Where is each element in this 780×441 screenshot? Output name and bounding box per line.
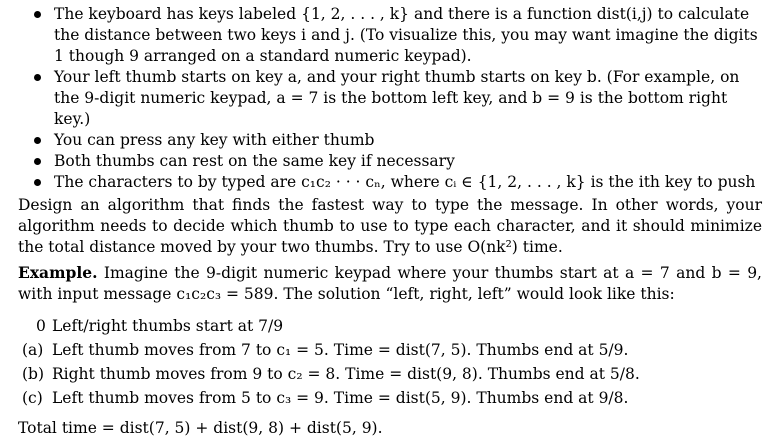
total-time-line: Total time = dist(7, 5) + dist(9, 8) + dist(5, 9).	[18, 419, 383, 437]
bullet-icon	[34, 11, 41, 18]
bullet-text: Your left thumb starts on key a, and your right thumb starts on key b. (For example, on the 9-digit numeric keypad, a = 7 is the bottom left key, and b = 9 is the bottom right key.)	[54, 68, 740, 128]
bullet-icon	[34, 74, 41, 81]
design-paragraph: Design an algorithm that finds the fastest way to type the message. In other words, your algorithm needs to decide which thumb to use to type each character, and it should minimize the total distance moved by your two thumbs. Try to use O(nk²) time.	[18, 196, 762, 256]
list-item	[32, 130, 760, 151]
assumption-list	[32, 4, 760, 193]
example-label: Example.	[18, 263, 98, 282]
step-item	[22, 362, 640, 386]
step-label: 0	[36, 317, 46, 335]
list-item	[32, 151, 760, 172]
list-item	[32, 4, 760, 67]
step-text: Right thumb moves from 9 to c₂ = 8. Time = dist(9, 8). Thumbs end at 5/8.	[52, 365, 640, 383]
step-label: (b)	[22, 365, 45, 383]
list-item	[32, 172, 760, 193]
example-steps	[22, 314, 640, 410]
bullet-text: You can press any key with either thumb	[54, 131, 375, 149]
bullet-text: The keyboard has keys labeled {1, 2, . . . , k} and there is a function dist(i,j) to calculate the distance between two keys i and j. (To visualize this, you may want imagine the digits 1 though 9 arranged on a standard numeric keypad).	[54, 5, 758, 65]
list-item	[32, 67, 760, 130]
bullet-text: The characters to by typed are c₁c₂ · · · cₙ, where cᵢ ∈ {1, 2, . . . , k} is the ith key to push	[54, 173, 756, 191]
example-text: Imagine the 9-digit numeric keypad where your thumbs start at a = 7 and b = 9, with input message c₁c₂c₃ = 589. The solution “left, right, left” would look like this:	[18, 264, 762, 303]
step-label: (a)	[22, 341, 44, 359]
step-item	[22, 314, 640, 338]
step-text: Left thumb moves from 7 to c₁ = 5. Time = dist(7, 5). Thumbs end at 5/9.	[52, 341, 629, 359]
bullet-icon	[34, 179, 41, 186]
step-item	[22, 338, 640, 362]
step-label: (c)	[22, 389, 43, 407]
step-text: Left thumb moves from 5 to c₃ = 9. Time = dist(5, 9). Thumbs end at 9/8.	[52, 389, 629, 407]
bullet-icon	[34, 137, 41, 144]
example-paragraph	[18, 262, 762, 305]
step-text: Left/right thumbs start at 7/9	[52, 317, 284, 335]
step-item	[22, 386, 640, 410]
bullet-text: Both thumbs can rest on the same key if necessary	[54, 152, 455, 170]
bullet-icon	[34, 158, 41, 165]
